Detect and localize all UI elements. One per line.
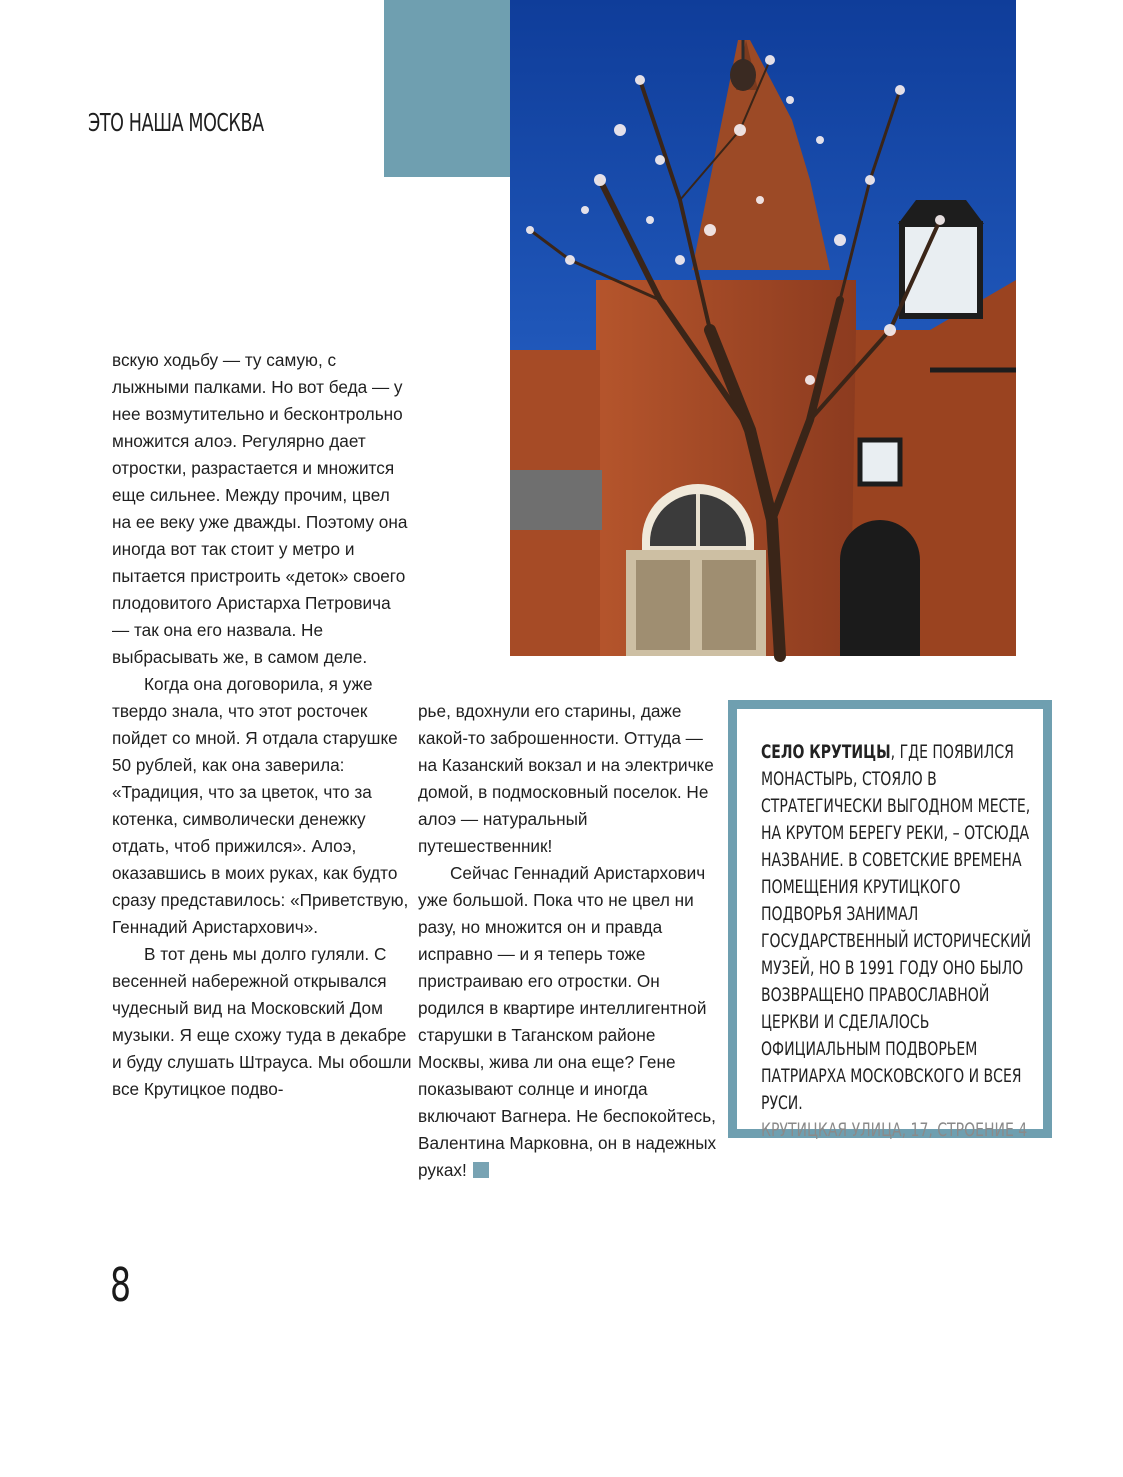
- paragraph: [418, 860, 718, 1184]
- page-number: 8: [110, 1258, 132, 1312]
- article-column-2: [418, 698, 718, 1184]
- church-photo: [510, 0, 1016, 656]
- accent-block: [384, 0, 516, 177]
- paragraph: В тот день мы долго гуляли. С весенней набережной открывался чудесный вид на Московский Дом музыки. Я еще схожу туда в декабре и буду слушать Штрауса. Мы обошли все Крутицкое подво-: [112, 944, 412, 1099]
- paragraph: Когда она договорила, я уже твердо знала, что этот росточек пойдет со мной. Я отдала старушке 50 рублей, как она заверила: «Традиция, что за цветок, что за котенка, символически денежку отдать, чтоб прижился». Алоэ, оказавшись в моих руках, как будто сразу представилось: «Приветствую, Геннадий Аристархович».: [112, 674, 409, 937]
- sidebar-body: , ГДЕ ПОЯВИЛСЯ МОНАСТЫРЬ, СТОЯЛО В СТРАТЕГИЧЕСКИ ВЫГОДНОМ МЕСТЕ, НА КРУТОМ БЕРЕГУ РЕКИ, – ОТСЮДА НАЗВАНИЕ. В СОВЕТСКИЕ ВРЕМЕНА ПОМЕЩЕНИЯ КРУТИЦКОГО ПОДВОРЬЯ ЗАНИМАЛ ГОСУДАРСТВЕННЫЙ ИСТОРИЧЕСКИЙ МУЗЕЙ, НО В 1991 ГОДУ ОНО БЫЛО ВОЗВРАЩЕНО ПРАВОСЛАВНОЙ ЦЕРКВИ И СДЕЛАЛОСЬ ОФИЦИАЛЬНЫМ ПОДВОРЬЕМ ПАТРИАРХА МОСКОВСКОГО И ВСЕЯ РУСИ.: [761, 741, 1032, 1114]
- section-title: ЭТО НАША МОСКВА: [88, 108, 264, 137]
- sidebar-address: КРУТИЦКАЯ УЛИЦА, 17, СТРОЕНИЕ 4: [761, 1119, 1028, 1141]
- article-column-1: [112, 347, 412, 1103]
- end-mark-icon: [473, 1162, 489, 1178]
- info-sidebar: [728, 700, 1052, 1141]
- sidebar-lead: СЕЛО КРУТИЦЫ: [761, 741, 891, 763]
- paragraph: вскую ходьбу — ту самую, с лыжными палками. Но вот беда — у нее возмутительно и бесконтрольно множится алоэ. Регулярно дает отростки, разрастается и множится еще сильнее. Между прочим, цвел на ее веку уже дважды. Поэтому она иногда вот так стоит у метро и пытается пристроить «деток» своего плодовитого Аристарха Петровича — так она его назвала. Не выбрасывать же, в самом деле.: [112, 350, 408, 667]
- paragraph-text: Сейчас Геннадий Аристархович уже большой. Пока что не цвел ни разу, но множится он и правда исправно — и я теперь тоже пристраиваю его отростки. Он родился в квартире интеллигентной старушки в Таганском районе Москвы, жива ли она еще? Гене показывают солнце и иногда включают Вагнера. Не беспокойтесь, Валентина Марковна, он в надежных руках!: [418, 863, 717, 1180]
- paragraph: рье, вдохнули его старины, даже какой-то заброшенности. Оттуда — на Казанский вокзал и на электричке домой, в подмосковный поселок. Не алоэ — натуральный путешественник!: [418, 701, 714, 856]
